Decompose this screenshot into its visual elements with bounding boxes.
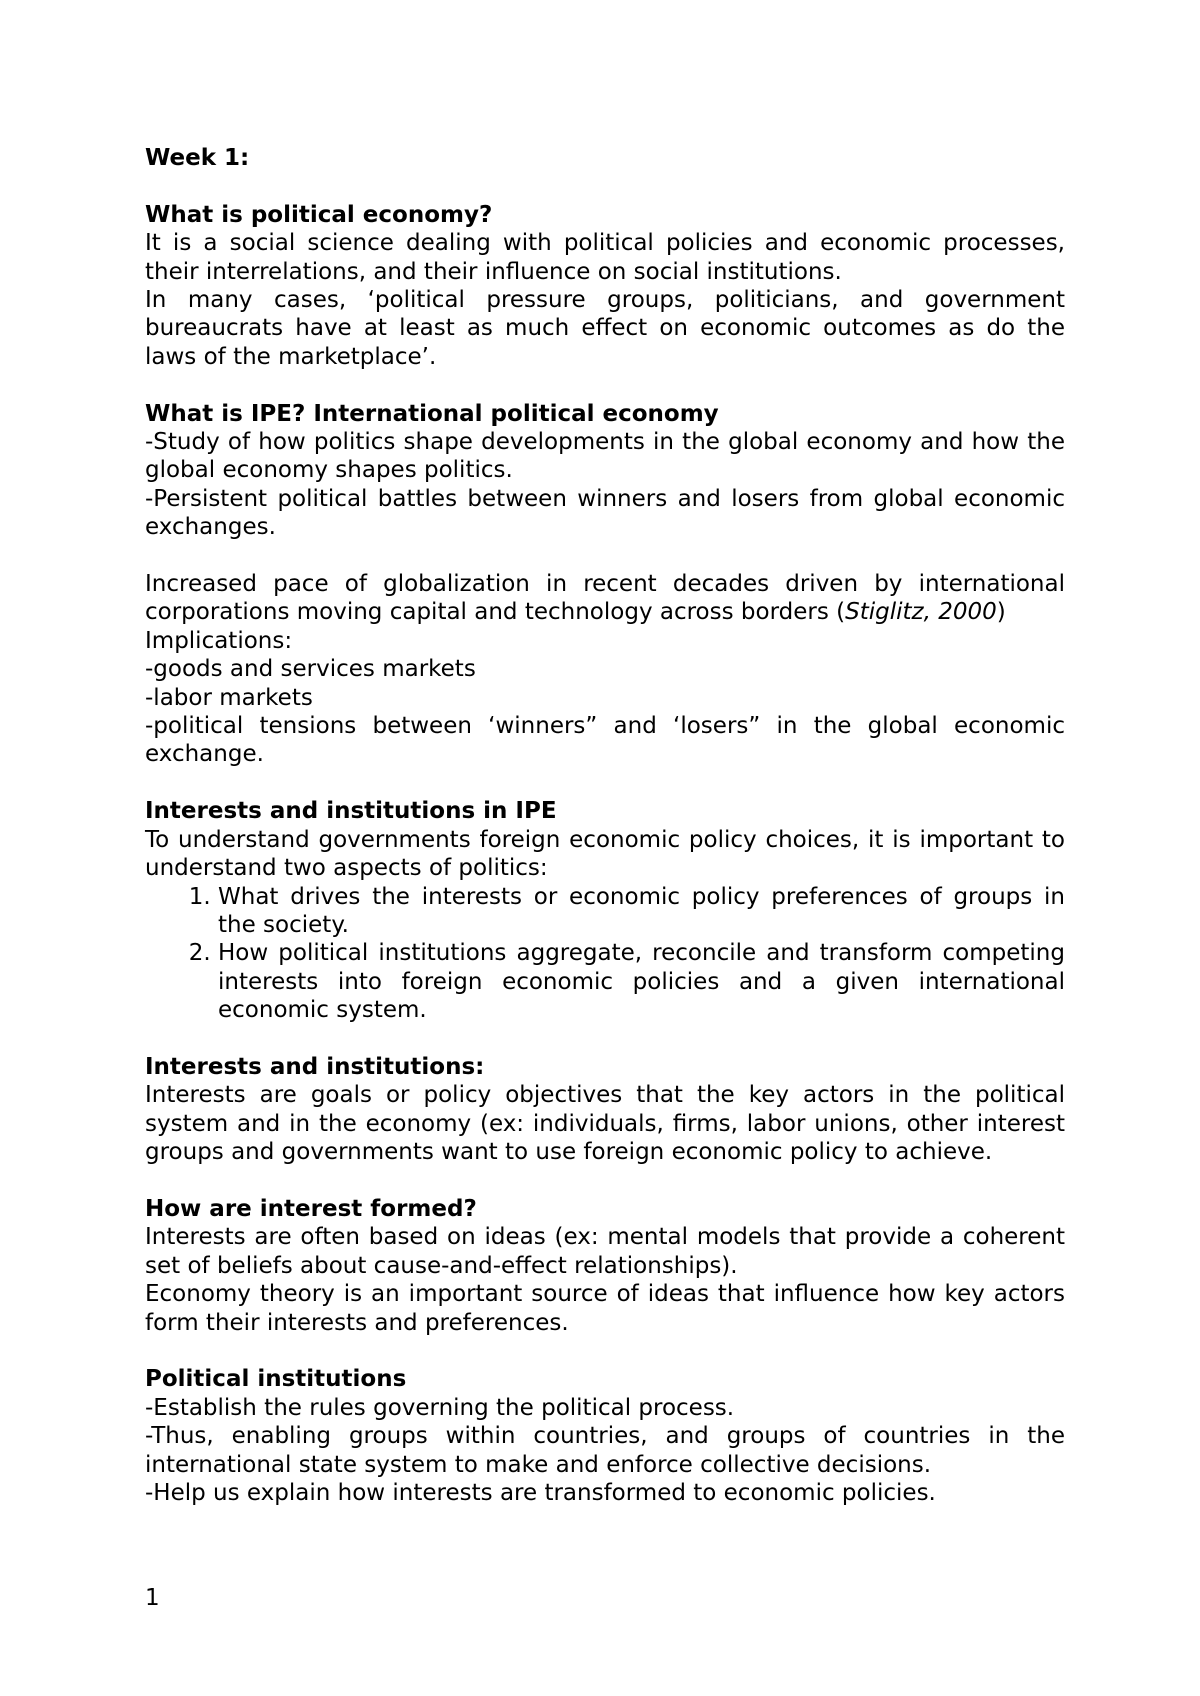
paragraph: -Persistent political battles between winners and losers from global economic exchanges. — [145, 485, 1065, 541]
citation: Stiglitz, 2000 — [845, 599, 997, 626]
section-heading: What is IPE? International political economy — [145, 400, 719, 427]
list-item: 2. How political institutions aggregate, reconcile and transform competing interests into foreign economic policies and a given international economic system. — [218, 939, 1065, 1024]
section-heading: Interests and institutions: — [145, 1053, 485, 1080]
section-interests-institutions — [145, 1053, 1065, 1167]
spacer — [145, 1025, 1065, 1053]
paragraph: -labor markets — [145, 684, 313, 711]
paragraph: To understand governments foreign economic policy choices, it is important to understand two aspects of politics: — [145, 826, 1065, 882]
spacer — [145, 371, 1065, 399]
spacer — [145, 1337, 1065, 1365]
paragraph: -goods and services markets — [145, 656, 476, 683]
list-item: 1. What drives the interests or economic policy preferences of groups in the society. — [218, 883, 1065, 940]
section-heading: Political institutions — [145, 1366, 407, 1393]
numbered-list — [145, 883, 1065, 1025]
paragraph: Interests are often based on ideas (ex: mental models that provide a coherent set of beliefs about cause-and-effect relationships). — [145, 1224, 1065, 1279]
section-interest-formation — [145, 1195, 1065, 1337]
section-political-economy — [145, 201, 1065, 371]
spacer — [145, 542, 1065, 570]
page-number: 1 — [145, 1585, 160, 1611]
paragraph: -Help us explain how interests are transformed to economic policies. — [145, 1479, 936, 1506]
paragraph: Implications: — [145, 627, 293, 654]
paragraph-globalization — [145, 570, 1065, 627]
spacer — [145, 1167, 1065, 1195]
document-body — [145, 144, 1065, 1507]
section-interests-institutions-ipe — [145, 797, 1065, 1024]
section-political-institutions — [145, 1365, 1065, 1507]
paragraph: -Study of how politics shape developments in the global economy and how the global economy shapes politics. — [145, 429, 1065, 484]
paragraph-text: ) — [996, 599, 1006, 626]
paragraph: Interests are goals or policy objectives that the key actors in the political system and in the economy (ex: individuals, firms, labor unions, other interest groups and governments want to use foreign economic policy to achieve. — [145, 1082, 1065, 1166]
section-heading: How are interest formed? — [145, 1195, 477, 1222]
paragraph: -political tensions between ‘winners” and ‘losers” in the global economic exchange. — [145, 713, 1065, 768]
paragraph: In many cases, ‘political pressure groups, politicians, and government bureaucrats have at least as much effect on economic outcomes as do the laws of the marketplace’. — [145, 287, 1065, 370]
section-heading: What is political economy? — [145, 201, 493, 228]
paragraph: -Thus, enabling groups within countries, and groups of countries in the international state system to make and enforce collective decisions. — [145, 1423, 1065, 1478]
paragraph-text: Increased pace of globalization in recent decades driven by international corporations moving capital and technology across borders ( — [145, 571, 1065, 626]
section-heading: Interests and institutions in IPE — [145, 798, 557, 825]
spacer — [145, 769, 1065, 797]
section-globalization — [145, 570, 1065, 769]
week-title: Week 1: — [145, 145, 250, 171]
paragraph: Economy theory is an important source of ideas that influence how key actors form their interests and preferences. — [145, 1281, 1065, 1336]
paragraph: It is a social science dealing with political policies and economic processes, their interrelations, and their influence on social institutions. — [145, 230, 1065, 285]
paragraph: -Establish the rules governing the political process. — [145, 1394, 735, 1421]
section-ipe — [145, 400, 1065, 542]
